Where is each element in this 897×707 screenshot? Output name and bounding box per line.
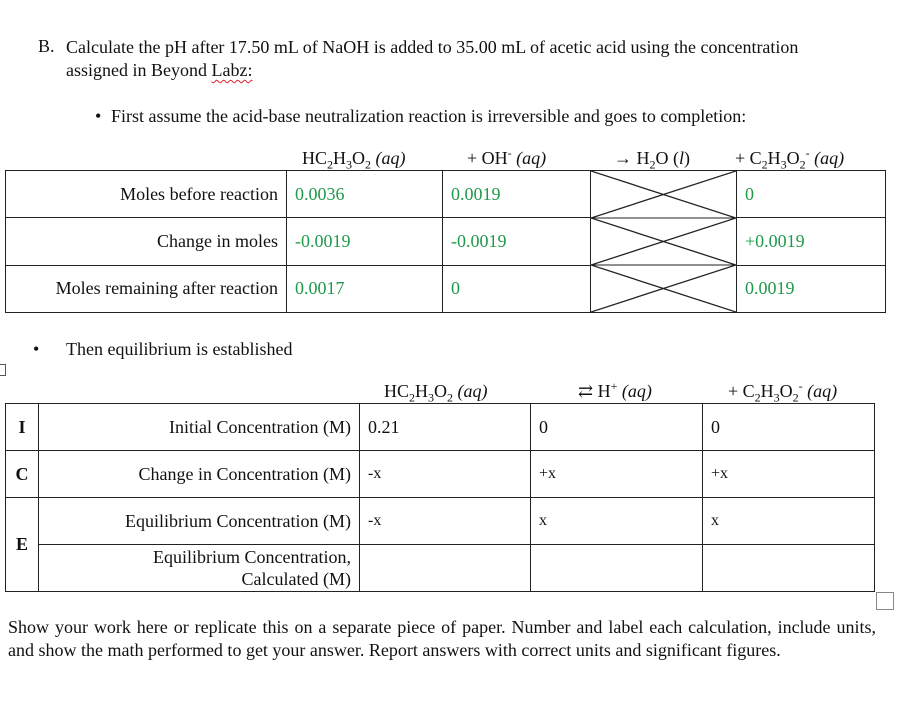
table-row xyxy=(6,265,886,312)
conj-conc-cell[interactable]: 0 xyxy=(703,404,875,451)
row-label: Equilibrium Concentration (M) xyxy=(39,498,360,545)
reaction1-acid-header: $HC_2H_3O_2$ (aq) xyxy=(302,148,406,172)
base-moles-cell[interactable]: 0.0019 xyxy=(443,171,591,218)
row-label: Moles remaining after reaction xyxy=(6,265,287,312)
bullet-2-text: Then equilibrium is established xyxy=(66,339,293,359)
h-conc-cell[interactable] xyxy=(531,545,703,592)
h-conc-cell[interactable]: +x xyxy=(531,451,703,498)
conj-moles-cell[interactable]: +0.0019 xyxy=(737,218,886,265)
acid-conc-cell[interactable]: -x xyxy=(360,451,531,498)
bullet-icon: • xyxy=(95,106,102,126)
instructions-text: Show your work here or replicate this on a separate piece of paper. Number and label each calculation, include units, and show the math performed to get your answer. Report answers with correct units and significant figures. xyxy=(8,617,876,660)
table-row xyxy=(6,171,886,218)
table-row xyxy=(6,218,886,265)
conj-moles-cell[interactable]: 0 xyxy=(737,171,886,218)
row-label-line-1: Equilibrium Concentration, xyxy=(153,547,351,567)
conj-conc-cell[interactable] xyxy=(703,545,875,592)
conj-conc-cell[interactable]: +x xyxy=(703,451,875,498)
bullet-icon: • xyxy=(33,339,40,359)
row-label-line-2: Calculated (M) xyxy=(241,569,351,589)
cross-icon xyxy=(591,171,736,312)
base-moles-cell[interactable]: -0.0019 xyxy=(443,218,591,265)
acid-conc-cell[interactable] xyxy=(360,545,531,592)
row-label: Change in moles xyxy=(6,218,287,265)
conj-conc-cell[interactable]: x xyxy=(703,498,875,545)
reaction2-acid-header: $HC_2H_3O_2$ (aq) xyxy=(384,381,488,405)
ice-letter: E xyxy=(6,498,39,592)
table-row xyxy=(6,545,875,592)
row-label: Change in Concentration (M) xyxy=(39,451,360,498)
acid-conc-cell[interactable]: -x xyxy=(360,498,531,545)
base-moles-cell[interactable]: 0 xyxy=(443,265,591,312)
reaction1-conj-header: + $C_2H_3O_2^-$ (aq) xyxy=(735,146,845,172)
h-conc-cell[interactable]: 0 xyxy=(531,404,703,451)
spellcheck-flagged-word[interactable]: Labz: xyxy=(211,60,253,80)
table-row xyxy=(6,451,875,498)
reaction1-water-header: → $H_2O$ (l) xyxy=(614,148,691,172)
checkbox[interactable] xyxy=(876,592,894,610)
acid-moles-cell[interactable]: 0.0036 xyxy=(287,171,443,218)
h-conc-cell[interactable]: x xyxy=(531,498,703,545)
acid-moles-cell[interactable]: -0.0019 xyxy=(287,218,443,265)
conj-moles-cell[interactable]: 0.0019 xyxy=(737,265,886,312)
row-label: Moles before reaction xyxy=(6,171,287,218)
crossed-out-water-cell xyxy=(591,171,737,313)
question-line-1: Calculate the pH after 17.50 mL of NaOH is added to 35.00 mL of acetic acid using the concentration xyxy=(66,37,799,57)
row-label xyxy=(39,545,360,592)
question-line-2: assigned in Beyond xyxy=(66,60,212,80)
reaction2-h-header: ⇄ H+ (aq) xyxy=(578,379,652,401)
table-row xyxy=(6,498,875,545)
reaction2-conj-header: + $C_2H_3O_2^-$ (aq) xyxy=(728,379,838,405)
bullet-1-text: First assume the acid-base neutralization reaction is irreversible and goes to completion: xyxy=(111,106,747,126)
reaction1-base-header: + OH- (aq) xyxy=(467,146,547,168)
ice-letter: I xyxy=(6,404,39,451)
ice-table xyxy=(5,403,875,592)
acid-moles-cell[interactable]: 0.0017 xyxy=(287,265,443,312)
question-letter: B. xyxy=(38,36,55,56)
row-label: Initial Concentration (M) xyxy=(39,404,360,451)
ice-letter: C xyxy=(6,451,39,498)
acid-conc-cell[interactable]: 0.21 xyxy=(360,404,531,451)
neutralization-table xyxy=(5,170,886,313)
margin-handle[interactable] xyxy=(0,364,6,376)
question-text xyxy=(66,36,886,82)
table-row xyxy=(6,404,875,451)
